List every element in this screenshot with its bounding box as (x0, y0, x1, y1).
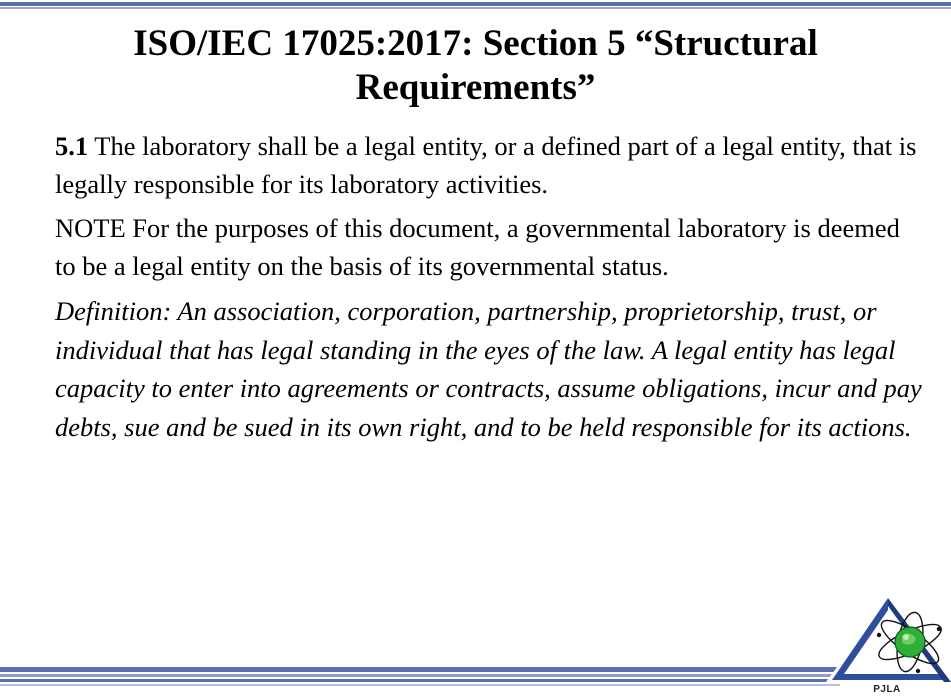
note-paragraph: NOTE For the purposes of this document, a governmental laboratory is deemed to be a legal entity on the basis of its governmental status. (55, 213, 900, 281)
slide-body (55, 128, 925, 446)
clause-number: 5.1 (55, 131, 89, 161)
clause-paragraph (55, 128, 925, 203)
logo-wordmark: PJLA (873, 684, 901, 695)
slide-title: ISO/IEC 17025:2017: Section 5 “Structural Requirements” (133, 23, 818, 108)
definition-paragraph: Definition: An association, corporation, partnership, proprietorship, trust, or individual that has legal standing in the eyes of the law. A legal entity has legal capacity to enter into agreements or contracts, assume obligations, incur and pay debts, sue and be sued in its own right, and to be held responsible for its actions. (55, 296, 922, 442)
bottom-divider (0, 664, 840, 699)
top-divider (0, 0, 951, 12)
clause-text: The laboratory shall be a legal entity, or a defined part of a legal entity, that is legally responsible for its laboratory activities. (55, 131, 917, 199)
